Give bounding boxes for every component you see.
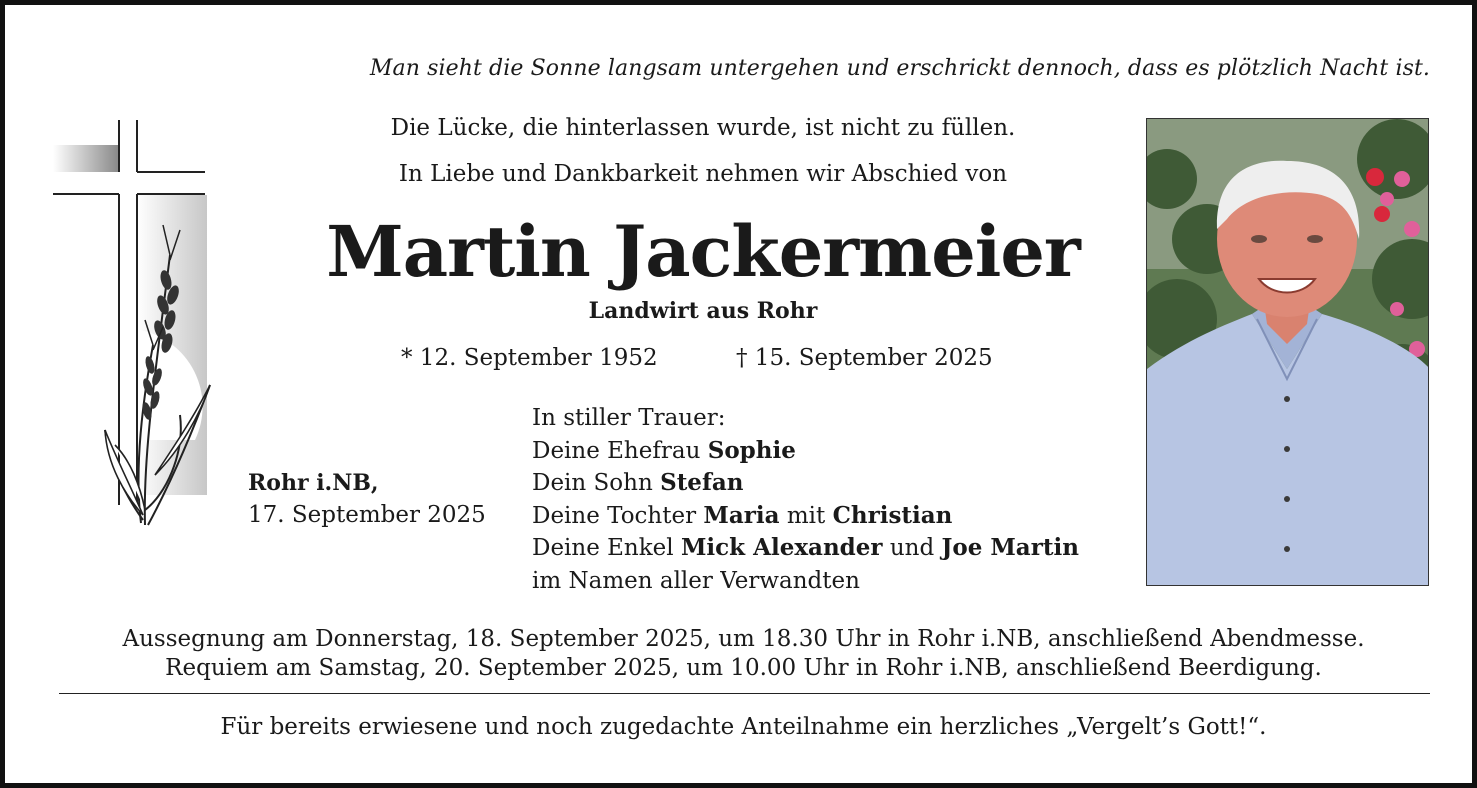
notice-date: 17. September 2025 [248,502,486,528]
mourner-daughter-partner: Christian [832,501,953,529]
mourner-relatives: im Namen aller Verwandten [532,567,860,594]
mourner-son [532,467,1079,500]
mourners-heading: In stiller Trauer: [532,405,726,431]
intro-line-1: Die Lücke, die hinterlassen wurde, ist nicht zu füllen. [390,115,1016,141]
deceased-occupation: Landwirt aus Rohr [588,298,818,324]
mourners-list [532,402,1079,597]
mourner-grandchildren-connector: und [889,535,935,561]
mourner-son-name: Stefan [660,469,744,496]
service-line-2: Requiem am Samstag, 20. September 2025, um 10.00 Uhr in Rohr i.NB, anschließend Beerdigung. [165,655,1322,681]
mourner-wife-name: Sophie [707,436,796,464]
divider [59,693,1430,694]
mourner-daughter-connector: mit [786,502,826,529]
mourner-daughter-name: Maria [703,501,780,529]
deceased-name: Martin Jackermeier [326,210,1080,293]
thanks-note: Für bereits erwiesene und noch zugedachte Anteilnahme ein herzliches „Vergelt’s Gott!“. [220,714,1267,740]
cross-with-wheat-icon [45,115,225,539]
birth-date: * 12. September 1952 [401,345,658,371]
mourner-grandchild-1: Mick Alexander [680,534,883,561]
death-date: † 15. September 2025 [736,345,993,371]
mourner-wife-relation: Deine Ehefrau [532,437,701,464]
service-line-1: Aussegnung am Donnerstag, 18. September 2025, um 18.30 Uhr in Rohr i.NB, anschließend Abendmesse. [122,626,1365,652]
mourner-daughter-relation: Deine Tochter [532,502,697,529]
mourner-grandchildren [532,532,1079,565]
mourner-grandchild-2: Joe Martin [941,534,1079,561]
mourner-son-relation: Dein Sohn [532,470,653,496]
portrait-photo [1146,118,1429,586]
intro-line-2: In Liebe und Dankbarkeit nehmen wir Abschied von [398,161,1008,187]
mourner-wife [532,435,1079,468]
motto-quote: Man sieht die Sonne langsam untergehen und erschrickt dennoch, dass es plötzlich Nacht ist. [369,56,1430,81]
service-details [5,625,1477,683]
mourner-daughter [532,500,1079,533]
mourner-grandchildren-relation: Deine Enkel [532,535,674,561]
place: Rohr i.NB, [248,470,379,496]
